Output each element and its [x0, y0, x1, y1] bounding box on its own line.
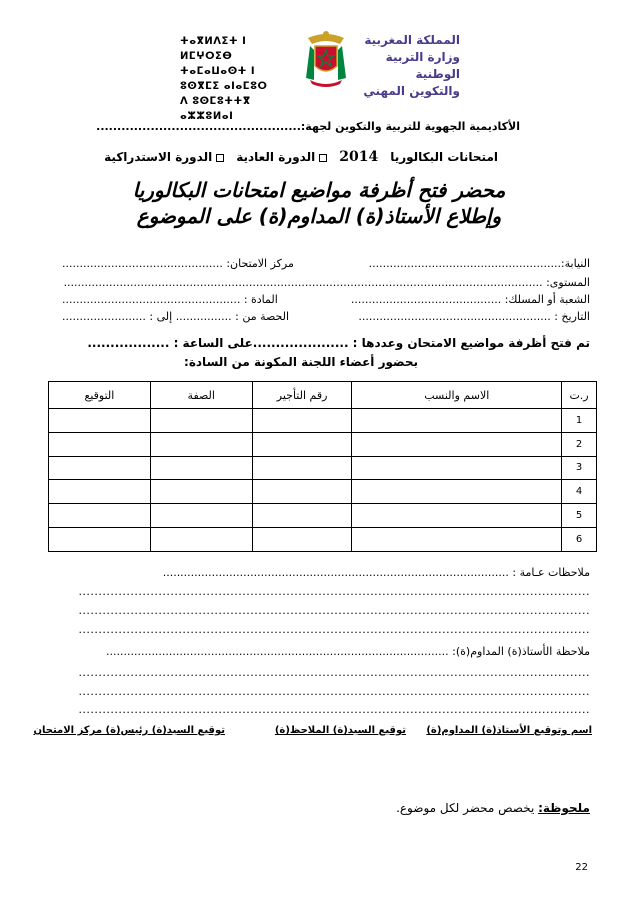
tifinagh-line: ⵜⴰⵎⴰⵡⴰⵙⵜ ⵏ ⵓⵙⴳⵎⵉ ⴰⵏⴰⵎⵓⵔ: [180, 66, 268, 92]
name-cell[interactable]: [352, 409, 562, 433]
date-field[interactable]: التاريخ : .......................................................: [358, 310, 590, 323]
column-header-index: ر.ت: [562, 382, 597, 409]
payroll-cell[interactable]: [252, 480, 352, 504]
catchup-session-label: الدورة الاستدراكية: [104, 150, 213, 164]
role-cell[interactable]: [150, 504, 252, 528]
column-header-role: الصفة: [150, 382, 252, 409]
checkbox-icon[interactable]: [216, 154, 224, 162]
dotted-line: ..................................................................................................: [105, 645, 449, 658]
tifinagh-ministry-name: [180, 34, 292, 124]
payroll-cell[interactable]: [252, 432, 352, 456]
teacher-note-label: ملاحظة الأستاذ(ة) المداوم(ة):: [452, 645, 590, 658]
dotted-line: ...................................................................................................: [162, 566, 509, 579]
signature-cell[interactable]: [49, 527, 151, 551]
teacher-note-field[interactable]: [106, 645, 590, 658]
ministry-line: وزارة التربية الوطنية: [385, 50, 460, 81]
payroll-cell[interactable]: [252, 409, 352, 433]
teacher-note-line[interactable]: ................................................................................................................................: [78, 685, 590, 698]
teacher-note-line[interactable]: ................................................................................................................................: [78, 703, 590, 716]
signature-cell[interactable]: [49, 480, 151, 504]
normal-session-option[interactable]: [236, 150, 327, 164]
table-row: [49, 456, 597, 480]
row-number: 5: [562, 504, 597, 528]
committee-statement: بحضور أعضاء اللجنة المكونة من السادة:: [184, 355, 418, 369]
ministry-line: المملكة المغربية: [364, 33, 460, 47]
exam-year: 2014: [339, 149, 379, 165]
name-cell[interactable]: [352, 527, 562, 551]
table-row: [49, 432, 597, 456]
table-row: [49, 504, 597, 528]
footnote: [396, 801, 590, 815]
row-number: 6: [562, 527, 597, 551]
row-number: 1: [562, 409, 597, 433]
role-cell[interactable]: [150, 432, 252, 456]
arabic-ministry-name: [350, 32, 460, 100]
table-row: [49, 527, 597, 551]
center-head-signature-label: توقيع السيد(ة) رئيس(ة) مركز الامتحان: [33, 725, 225, 736]
header-logos: [180, 28, 460, 122]
row-number: 4: [562, 480, 597, 504]
normal-session-label: الدورة العادية: [236, 150, 316, 164]
column-header-signature: التوقيع: [49, 382, 151, 409]
branch-field[interactable]: الشعبة أو المسلك: ...........................................: [350, 293, 590, 306]
row-number: 3: [562, 456, 597, 480]
payroll-cell[interactable]: [252, 456, 352, 480]
catchup-session-option[interactable]: [104, 150, 224, 164]
name-cell[interactable]: [352, 456, 562, 480]
page-number: 22: [575, 862, 588, 873]
exam-title: امتحانات البكالوريا: [390, 150, 498, 164]
name-cell[interactable]: [352, 504, 562, 528]
role-cell[interactable]: [150, 480, 252, 504]
tifinagh-line: ⴷ ⵓⵙⵎⵓⵜⵜⴳ ⴰⵣⵣⵓⵍⴰⵏ: [180, 96, 251, 122]
moroccan-coat-of-arms-icon: [300, 28, 352, 88]
signature-cell[interactable]: [49, 504, 151, 528]
ministry-line: والتكوين المهني: [363, 84, 460, 98]
subject-field[interactable]: المادة : ...................................................: [62, 293, 278, 306]
name-cell[interactable]: [352, 480, 562, 504]
exam-center-field[interactable]: مركز الامتحان: ..............................................: [62, 257, 294, 270]
general-notes-line[interactable]: ................................................................................................................................: [78, 623, 590, 636]
observer-signature-label: توقيع السيد(ة) الملاحظ(ة): [274, 725, 406, 736]
signature-cell[interactable]: [49, 456, 151, 480]
report-title-line-2: وإطلاع الأستاذ(ة) المداوم(ة) على الموضوع: [136, 204, 502, 228]
payroll-cell[interactable]: [252, 504, 352, 528]
general-notes-field[interactable]: [163, 566, 590, 579]
footnote-label: ملحوظة:: [538, 801, 590, 815]
teacher-signature-label: اسم وتوقيع الأستاذ(ة) المداوم(ة): [426, 725, 592, 736]
footnote-text: يخصص محضر لكل موضوع.: [396, 801, 535, 815]
column-header-payroll-number: رقم التأجير: [252, 382, 352, 409]
table-row: [49, 409, 597, 433]
directorate-field[interactable]: النيابة:.......................................................: [368, 257, 590, 270]
exam-session-line: [104, 149, 498, 165]
role-cell[interactable]: [150, 456, 252, 480]
level-field[interactable]: المستوى: .........................................................................................................................................: [63, 276, 590, 289]
session-time-field[interactable]: الحصة من : ................ إلى : ........................: [62, 310, 290, 323]
envelope-opening-statement: تم فتح أظرفة مواضيع الامتحان وعددها : .....................على الساعة : ..................: [87, 336, 590, 350]
table-row: [49, 480, 597, 504]
committee-members-table: [48, 381, 597, 552]
general-notes-line[interactable]: ................................................................................................................................: [78, 585, 590, 598]
column-header-name: الاسم والنسب: [352, 382, 562, 409]
checkbox-icon[interactable]: [319, 154, 327, 162]
tifinagh-line: ⵜⴰⴳⵍⴷⵉⵜ ⵏ ⵍⵎⵖⵔⵉⴱ: [180, 36, 247, 62]
regional-academy-line: الأكاديمية الجهوية للتربية والتكوين لجهة:.................................................: [96, 120, 520, 133]
signature-cell[interactable]: [49, 432, 151, 456]
row-number: 2: [562, 432, 597, 456]
name-cell[interactable]: [352, 432, 562, 456]
role-cell[interactable]: [150, 409, 252, 433]
report-title-line-1: محضر فتح أظرفة مواضيع امتحانات البكالوريا: [132, 178, 506, 202]
general-notes-label: ملاحظات عـامة :: [512, 566, 590, 579]
role-cell[interactable]: [150, 527, 252, 551]
table-header-row: [49, 382, 597, 409]
general-notes-line[interactable]: ................................................................................................................................: [78, 604, 590, 617]
payroll-cell[interactable]: [252, 527, 352, 551]
signature-cell[interactable]: [49, 409, 151, 433]
teacher-note-line[interactable]: ................................................................................................................................: [78, 666, 590, 679]
